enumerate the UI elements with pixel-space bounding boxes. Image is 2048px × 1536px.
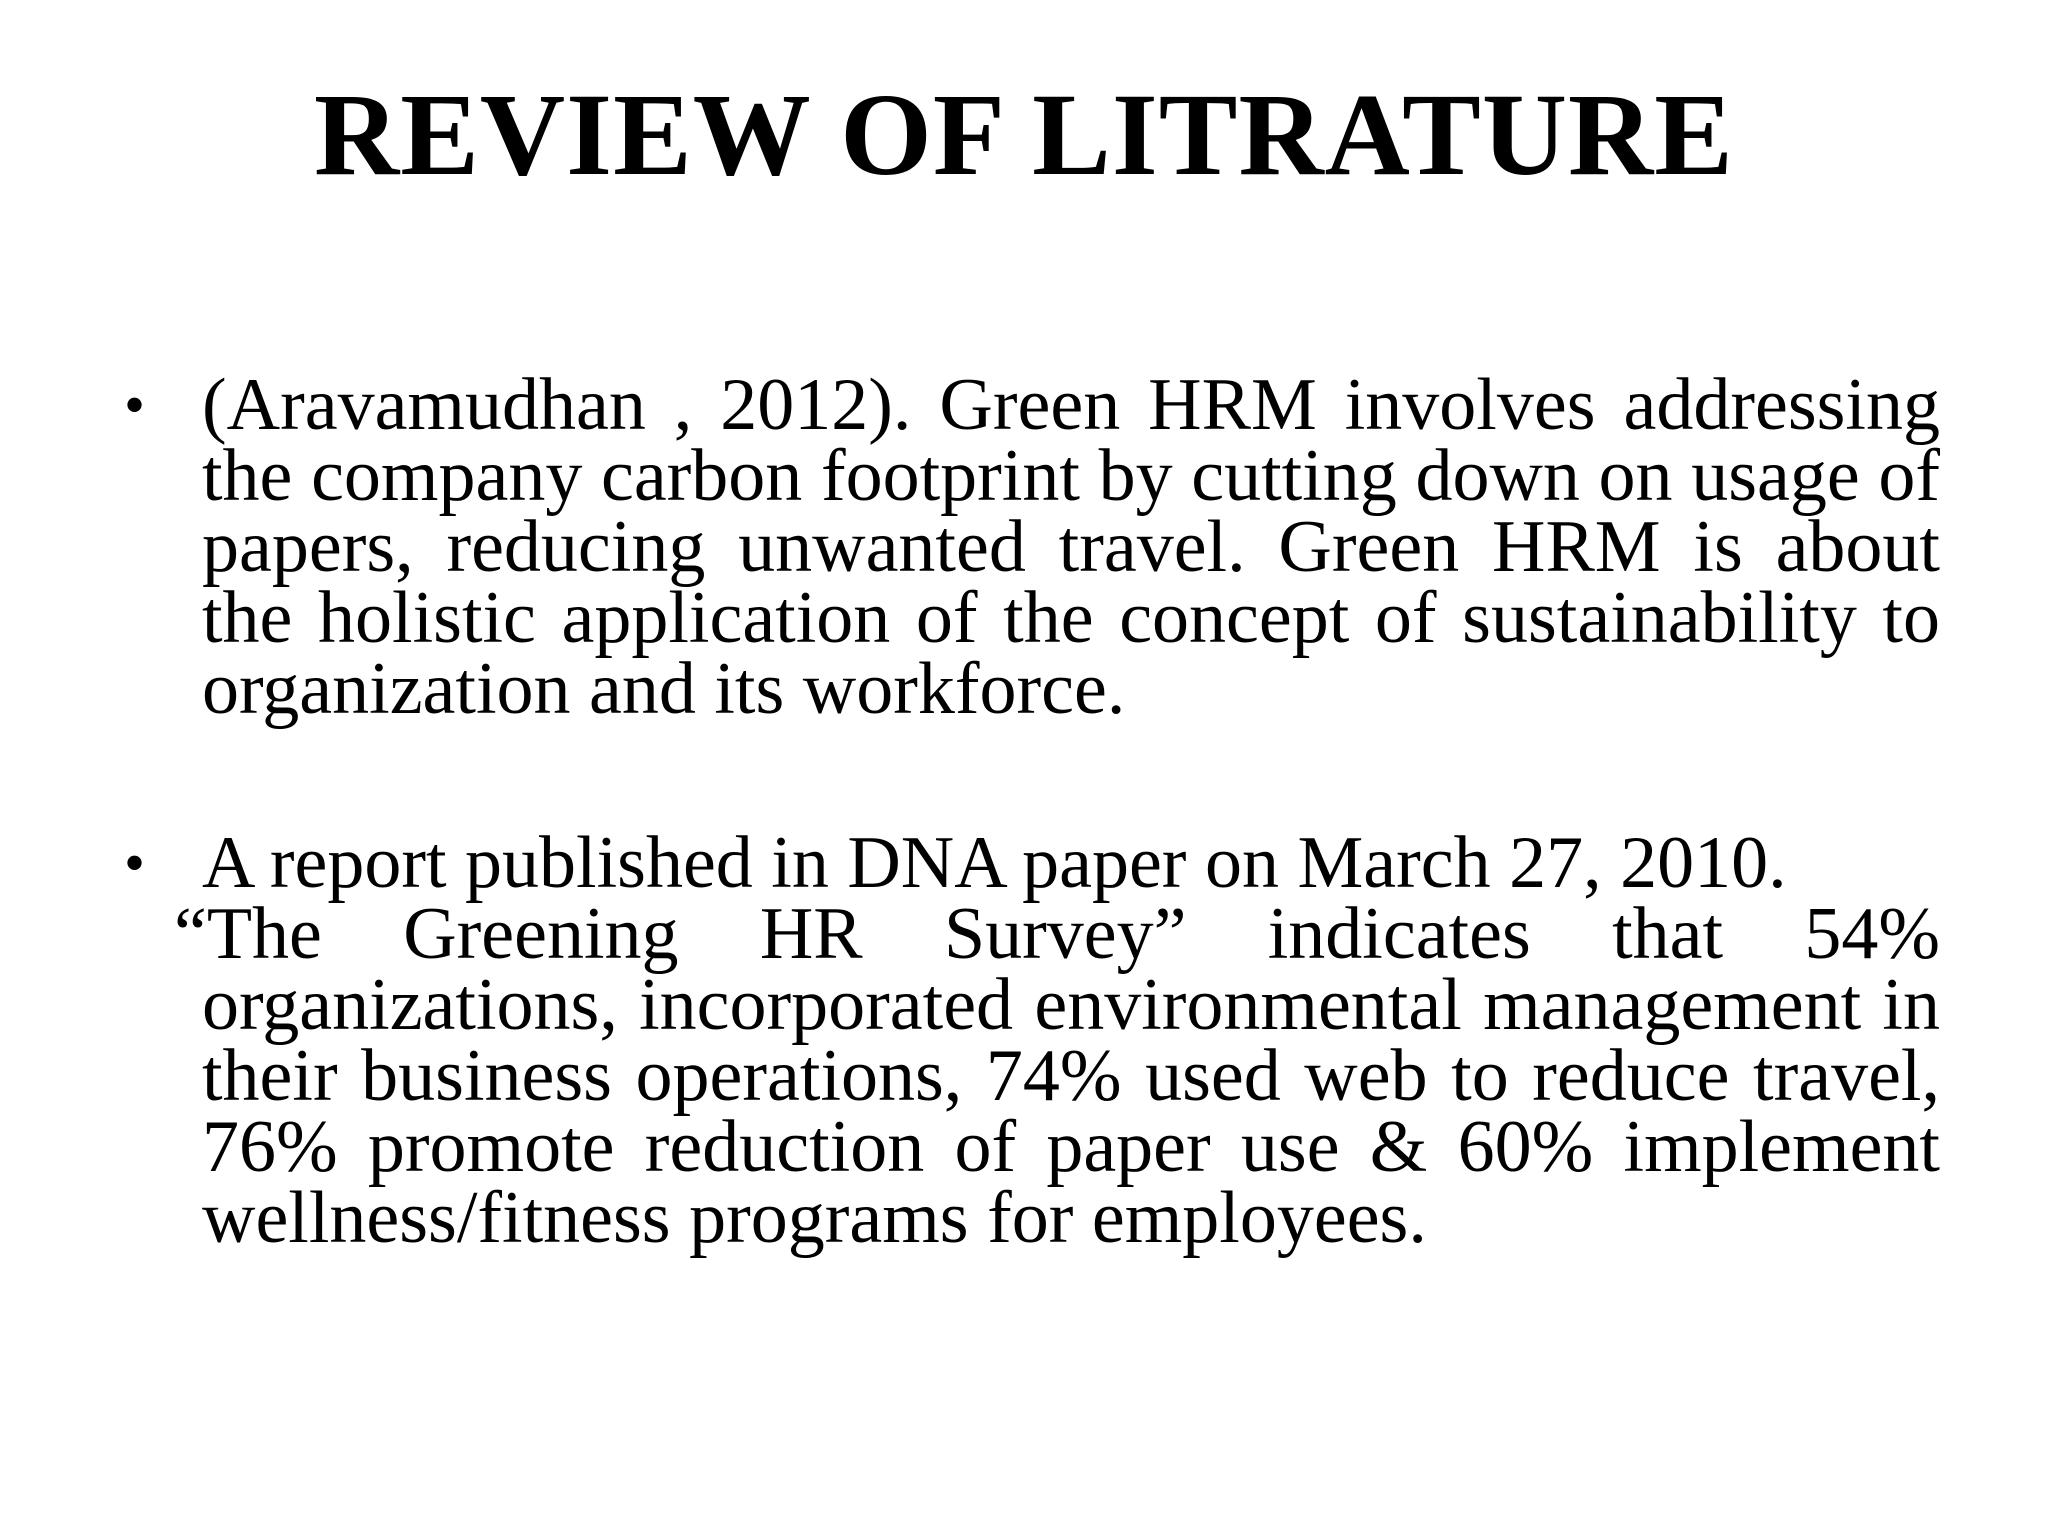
survey-findings-text: organizations, incorporated environmental management in their business operations, 74% used web to reduce travel, 76% promote reduction of paper use & 60% implement wellness/fitness programs for employees. bbox=[202, 964, 1940, 1259]
bullet-text: A report published in DNA paper on March 27, 2010. bbox=[202, 822, 1787, 904]
slide-title: REVIEW OF LITRATURE bbox=[314, 69, 1734, 200]
bullet-text: (Aravamudhan , 2012). Green HRM involves addressing the company carbon footprint by cutting down on usage of papers, reducing unwanted travel. Green HRM is about the holistic application of the concept of sustainability to organization and its workforce. bbox=[202, 364, 1940, 730]
bullet-continuation bbox=[120, 893, 1940, 1259]
bullet-icon: • bbox=[124, 830, 146, 896]
bullet-icon: • bbox=[124, 372, 146, 438]
survey-quote-line: “The Greening HR Survey” indicates that 54% bbox=[174, 893, 1940, 975]
